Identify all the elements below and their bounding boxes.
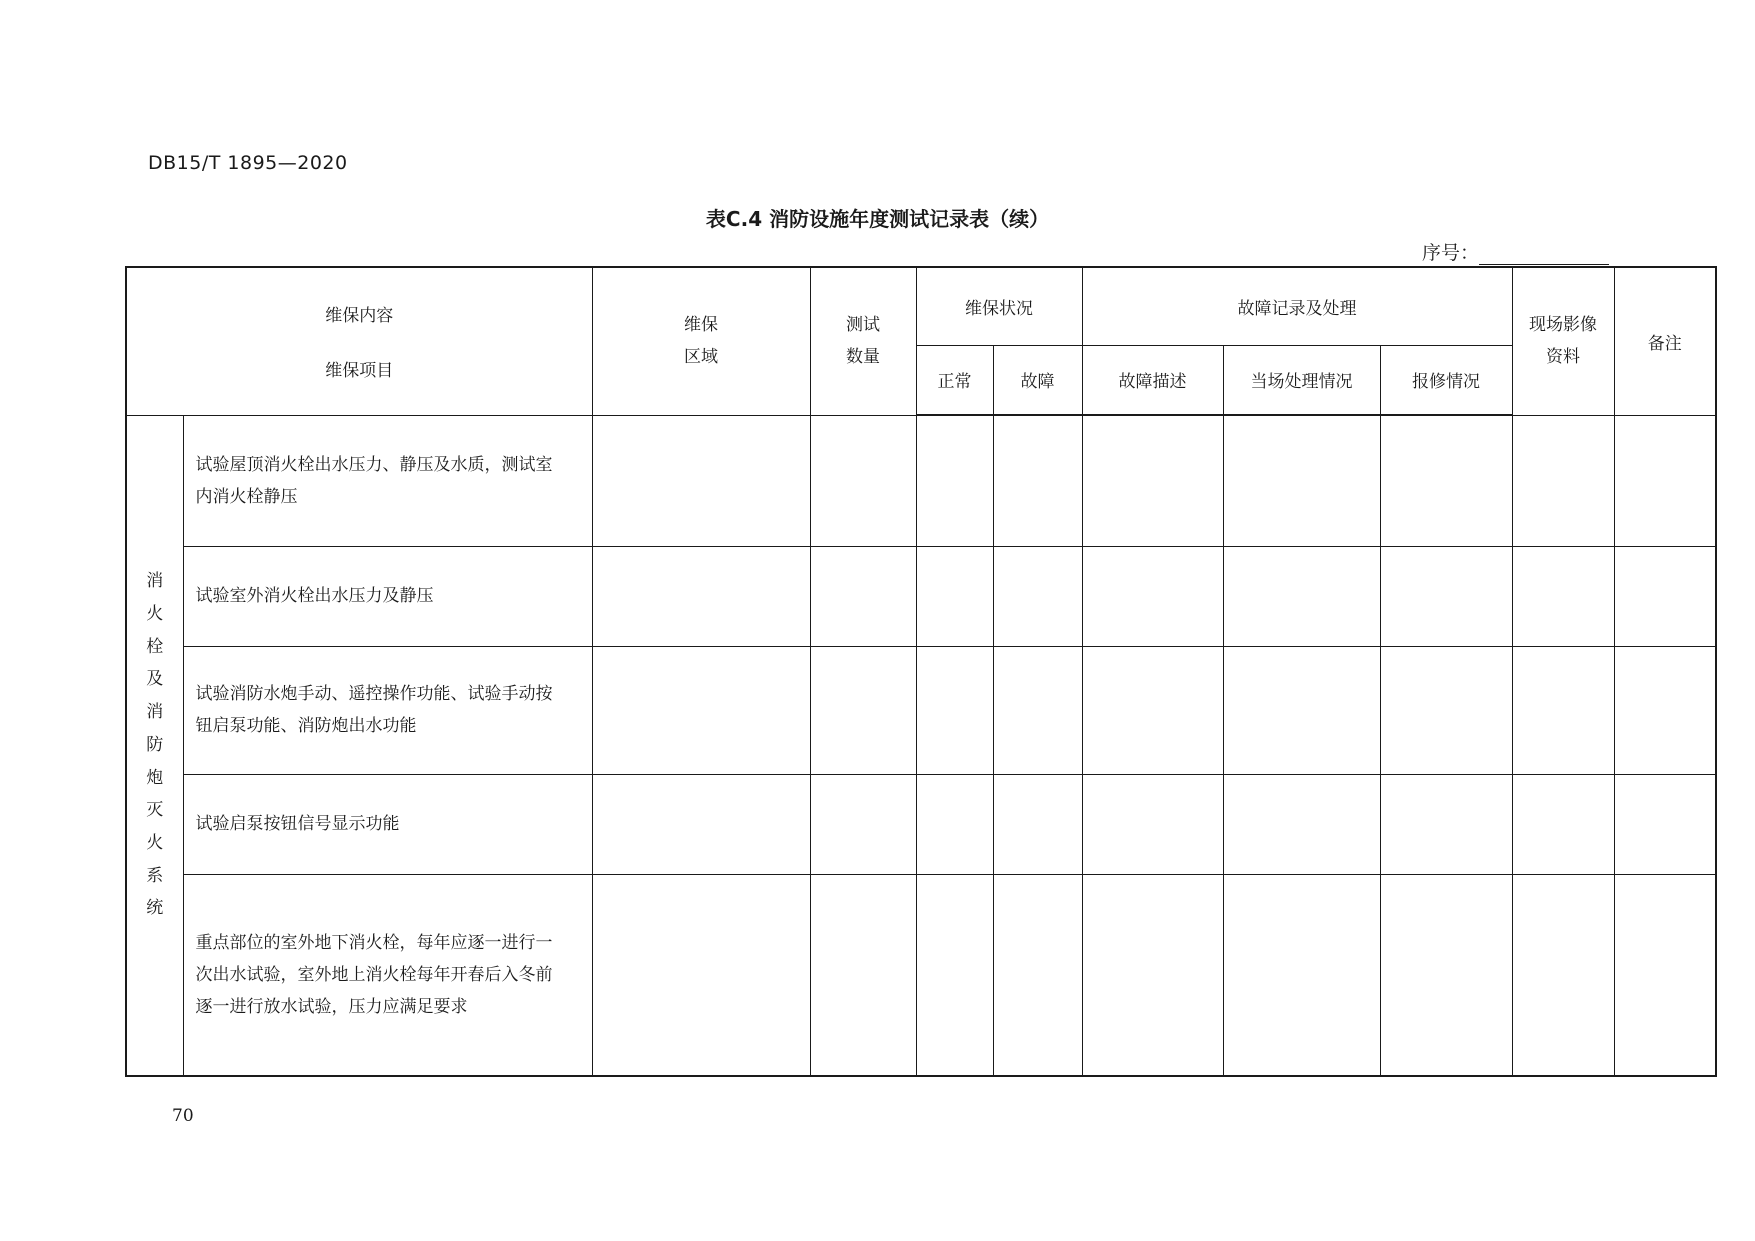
category-char: 消 — [146, 702, 164, 723]
cell-remarks — [1614, 774, 1716, 874]
cell-area — [592, 646, 810, 774]
cell-area — [592, 874, 810, 1076]
document-code: DB15/T 1895—2020 — [148, 152, 348, 174]
cell-repair-status — [1380, 646, 1512, 774]
header-photo-material — [1512, 267, 1614, 415]
header-maintenance-area — [592, 267, 810, 415]
cell-photo — [1512, 646, 1614, 774]
header-qty-line2: 数量 — [846, 347, 880, 368]
cell-quantity — [810, 646, 916, 774]
cell-fault-description — [1082, 546, 1223, 646]
item-text-line: 次出水试验，室外地上消火栓每年开春后入冬前 — [195, 964, 553, 985]
cell-quantity — [810, 546, 916, 646]
item-text-line: 试验室外消火栓出水压力及静压 — [195, 586, 434, 606]
serial-number-field — [1422, 238, 1609, 265]
cell-fault — [993, 546, 1082, 646]
cell-fault — [993, 874, 1082, 1076]
cell-fault-description — [1082, 774, 1223, 874]
category-char: 统 — [146, 898, 164, 919]
header-maintenance-content — [126, 267, 592, 415]
maintenance-item — [183, 874, 592, 1076]
table-row — [126, 774, 1716, 874]
cell-repair-status — [1380, 546, 1512, 646]
cell-area — [592, 546, 810, 646]
cell-photo — [1512, 774, 1614, 874]
serial-number-blank — [1479, 242, 1609, 265]
cell-fault-description — [1082, 415, 1223, 546]
maintenance-item — [183, 415, 592, 546]
cell-repair-status — [1380, 874, 1512, 1076]
item-text-line: 试验启泵按钮信号显示功能 — [195, 814, 400, 834]
header-remarks: 备注 — [1614, 267, 1716, 415]
item-text-line: 重点部位的室外地下消火栓，每年应逐一进行一 — [195, 932, 553, 953]
category-char: 消 — [146, 571, 164, 592]
header-content-label: 维保内容 — [325, 306, 394, 327]
maintenance-item — [183, 774, 592, 874]
category-char: 炮 — [146, 767, 164, 788]
item-text-line: 钮启泵功能、消防炮出水功能 — [195, 716, 417, 736]
header-photo-line1: 现场影像 — [1529, 315, 1597, 336]
table-row — [126, 874, 1716, 1076]
cell-remarks — [1614, 646, 1716, 774]
category-char: 栓 — [146, 636, 164, 657]
cell-fault-description — [1082, 646, 1223, 774]
cell-remarks — [1614, 874, 1716, 1076]
cell-fault — [993, 774, 1082, 874]
header-qty-line1: 测试 — [846, 315, 880, 336]
item-text-line: 试验消防水炮手动、遥控操作功能、试验手动按 — [195, 684, 553, 704]
maintenance-item — [183, 546, 592, 646]
cell-photo — [1512, 546, 1614, 646]
category-char: 防 — [146, 734, 164, 755]
cell-onsite-handling — [1223, 415, 1380, 546]
item-text-line: 试验屋顶消火栓出水压力、静压及水质，测试室 — [195, 454, 553, 475]
cell-quantity — [810, 415, 916, 546]
header-photo-line2: 资料 — [1546, 347, 1580, 368]
cell-quantity — [810, 874, 916, 1076]
item-text-line: 内消火栓静压 — [195, 486, 298, 507]
header-fault-description: 故障描述 — [1082, 345, 1223, 415]
page-number: 70 — [172, 1106, 194, 1126]
table-row — [126, 415, 1716, 546]
cell-remarks — [1614, 546, 1716, 646]
cell-repair-status — [1380, 415, 1512, 546]
header-area-line1: 维保 — [684, 315, 718, 336]
cell-onsite-handling — [1223, 546, 1380, 646]
cell-area — [592, 415, 810, 546]
cell-normal — [916, 774, 993, 874]
header-onsite-handling: 当场处理情况 — [1223, 345, 1380, 415]
cell-normal — [916, 874, 993, 1076]
cell-photo — [1512, 874, 1614, 1076]
cell-normal — [916, 415, 993, 546]
header-fault-record: 故障记录及处理 — [1082, 267, 1512, 345]
cell-fault-description — [1082, 874, 1223, 1076]
category-char: 及 — [146, 669, 164, 690]
category-char: 灭 — [146, 800, 164, 821]
cell-remarks — [1614, 415, 1716, 546]
cell-repair-status — [1380, 774, 1512, 874]
cell-area — [592, 774, 810, 874]
item-text-line: 逐一进行放水试验，压力应满足要求 — [195, 996, 468, 1017]
cell-fault — [993, 415, 1082, 546]
header-status-normal: 正常 — [916, 345, 993, 415]
header-maintenance-status: 维保状况 — [916, 267, 1082, 345]
cell-onsite-handling — [1223, 646, 1380, 774]
cell-onsite-handling — [1223, 874, 1380, 1076]
header-area-line2: 区域 — [684, 347, 718, 368]
table-row — [126, 646, 1716, 774]
cell-photo — [1512, 415, 1614, 546]
table-title: 表C.4 消防设施年度测试记录表（续） — [705, 207, 1050, 231]
table-row — [126, 546, 1716, 646]
header-repair-status: 报修情况 — [1380, 345, 1512, 415]
maintenance-record-table — [125, 266, 1717, 1077]
cell-normal — [916, 646, 993, 774]
category-hydrant-and-fire-monitor-system — [126, 415, 183, 1076]
header-test-quantity — [810, 267, 916, 415]
header-status-fault: 故障 — [993, 345, 1082, 415]
category-char: 火 — [146, 604, 164, 625]
serial-number-label: 序号： — [1422, 242, 1480, 264]
cell-quantity — [810, 774, 916, 874]
cell-fault — [993, 646, 1082, 774]
header-item-label: 维保项目 — [325, 361, 394, 382]
cell-onsite-handling — [1223, 774, 1380, 874]
cell-normal — [916, 546, 993, 646]
category-char: 系 — [146, 865, 164, 886]
maintenance-item — [183, 646, 592, 774]
category-char: 火 — [146, 833, 164, 853]
